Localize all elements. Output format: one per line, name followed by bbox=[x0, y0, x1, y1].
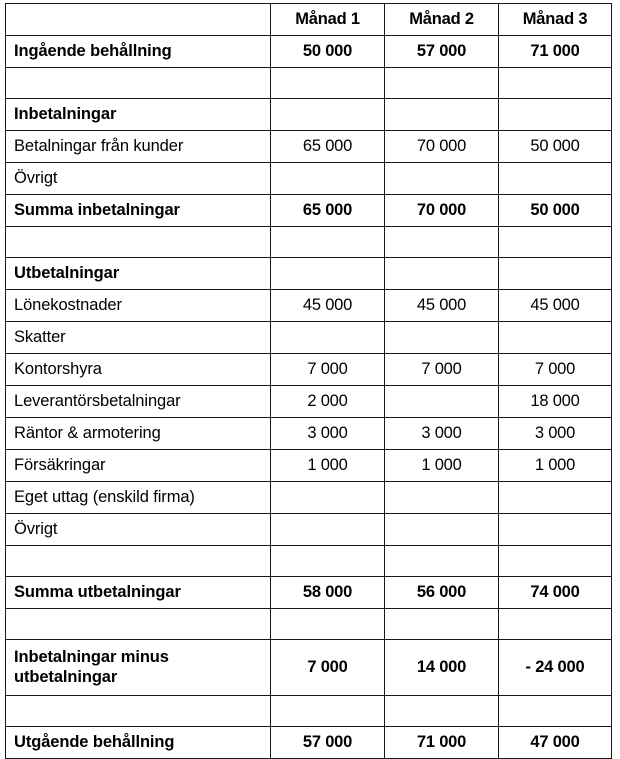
cell-month-3 bbox=[499, 258, 612, 290]
table-row bbox=[6, 577, 612, 609]
cell-month-3 bbox=[499, 163, 612, 195]
cell-month-3: 7 000 bbox=[499, 354, 612, 386]
cell-month-3: 71 000 bbox=[499, 36, 612, 68]
table-row bbox=[6, 514, 612, 546]
cell-month-1 bbox=[271, 258, 385, 290]
cell-month-2: 1 000 bbox=[385, 450, 499, 482]
table-row bbox=[6, 640, 612, 696]
cell-month-1: 3 000 bbox=[271, 418, 385, 450]
table-row bbox=[6, 418, 612, 450]
table-spacer-row bbox=[6, 68, 612, 99]
cell-month-1 bbox=[271, 609, 385, 640]
cell-month-1 bbox=[271, 322, 385, 354]
cell-month-2 bbox=[385, 258, 499, 290]
cell-month-2 bbox=[385, 99, 499, 131]
cell-month-3: 47 000 bbox=[499, 727, 612, 759]
cell-month-1 bbox=[271, 99, 385, 131]
cell-month-1: 7 000 bbox=[271, 354, 385, 386]
cell-month-2: 14 000 bbox=[385, 640, 499, 696]
row-label: Inbetalningar minus utbetalningar bbox=[6, 640, 271, 696]
cell-month-1 bbox=[271, 68, 385, 99]
table-spacer-row bbox=[6, 696, 612, 727]
cell-month-3 bbox=[499, 696, 612, 727]
cell-month-2: 56 000 bbox=[385, 577, 499, 609]
cell-month-1: 65 000 bbox=[271, 195, 385, 227]
cell-month-3 bbox=[499, 482, 612, 514]
table-row bbox=[6, 258, 612, 290]
cell-month-1 bbox=[271, 482, 385, 514]
cell-month-3: 18 000 bbox=[499, 386, 612, 418]
cell-month-1 bbox=[271, 514, 385, 546]
cell-month-2 bbox=[385, 482, 499, 514]
cell-month-1: 65 000 bbox=[271, 131, 385, 163]
cell-month-1 bbox=[271, 546, 385, 577]
cell-month-3 bbox=[499, 99, 612, 131]
cell-month-2 bbox=[385, 68, 499, 99]
table-spacer-row bbox=[6, 546, 612, 577]
table-row bbox=[6, 36, 612, 68]
row-label: Inbetalningar bbox=[6, 99, 271, 131]
table-row bbox=[6, 290, 612, 322]
cash-flow-sheet bbox=[5, 3, 611, 759]
table-row bbox=[6, 354, 612, 386]
cell-month-2 bbox=[385, 514, 499, 546]
row-label bbox=[6, 546, 271, 577]
cell-month-2: 3 000 bbox=[385, 418, 499, 450]
row-label: Räntor & armotering bbox=[6, 418, 271, 450]
cell-month-2 bbox=[385, 696, 499, 727]
row-label: Kontorshyra bbox=[6, 354, 271, 386]
row-label: Summa utbetalningar bbox=[6, 577, 271, 609]
table-header-row bbox=[6, 4, 612, 36]
cell-month-1 bbox=[271, 227, 385, 258]
cell-month-2 bbox=[385, 227, 499, 258]
table-row bbox=[6, 482, 612, 514]
row-label: Betalningar från kunder bbox=[6, 131, 271, 163]
cell-month-1: 1 000 bbox=[271, 450, 385, 482]
cell-month-1: 58 000 bbox=[271, 577, 385, 609]
cell-month-1 bbox=[271, 163, 385, 195]
table-spacer-row bbox=[6, 227, 612, 258]
cell-month-2: 45 000 bbox=[385, 290, 499, 322]
row-label: Övrigt bbox=[6, 514, 271, 546]
column-header-month-1: Månad 1 bbox=[271, 4, 385, 36]
row-label: Övrigt bbox=[6, 163, 271, 195]
cell-month-3: 50 000 bbox=[499, 131, 612, 163]
cell-month-1 bbox=[271, 696, 385, 727]
row-label: Leverantörsbetalningar bbox=[6, 386, 271, 418]
table-row bbox=[6, 195, 612, 227]
cell-month-2: 7 000 bbox=[385, 354, 499, 386]
row-label: Skatter bbox=[6, 322, 271, 354]
cell-month-2 bbox=[385, 163, 499, 195]
cell-month-3 bbox=[499, 514, 612, 546]
row-label: Försäkringar bbox=[6, 450, 271, 482]
cell-month-3: 1 000 bbox=[499, 450, 612, 482]
cell-month-1: 45 000 bbox=[271, 290, 385, 322]
cell-month-1: 2 000 bbox=[271, 386, 385, 418]
cell-month-2: 70 000 bbox=[385, 195, 499, 227]
cell-month-3 bbox=[499, 609, 612, 640]
row-label: Lönekostnader bbox=[6, 290, 271, 322]
cell-month-3 bbox=[499, 68, 612, 99]
row-label bbox=[6, 696, 271, 727]
table-row bbox=[6, 322, 612, 354]
row-label bbox=[6, 68, 271, 99]
column-header-month-3: Månad 3 bbox=[499, 4, 612, 36]
column-header-month-2: Månad 2 bbox=[385, 4, 499, 36]
cell-month-1: 50 000 bbox=[271, 36, 385, 68]
cell-month-3: 74 000 bbox=[499, 577, 612, 609]
table-corner-cell bbox=[6, 4, 271, 36]
row-label: Eget uttag (enskild firma) bbox=[6, 482, 271, 514]
table-row bbox=[6, 163, 612, 195]
cell-month-2: 57 000 bbox=[385, 36, 499, 68]
row-label: Summa inbetalningar bbox=[6, 195, 271, 227]
table-row bbox=[6, 386, 612, 418]
cell-month-2 bbox=[385, 609, 499, 640]
cash-flow-table bbox=[5, 3, 612, 759]
table-spacer-row bbox=[6, 609, 612, 640]
table-row bbox=[6, 450, 612, 482]
cell-month-3 bbox=[499, 322, 612, 354]
table-row bbox=[6, 131, 612, 163]
cell-month-3: - 24 000 bbox=[499, 640, 612, 696]
cell-month-1: 7 000 bbox=[271, 640, 385, 696]
cell-month-3: 50 000 bbox=[499, 195, 612, 227]
cell-month-2: 70 000 bbox=[385, 131, 499, 163]
row-label bbox=[6, 609, 271, 640]
row-label: Utbetalningar bbox=[6, 258, 271, 290]
cell-month-2 bbox=[385, 322, 499, 354]
table-row bbox=[6, 727, 612, 759]
cell-month-2 bbox=[385, 386, 499, 418]
row-label: Utgående behållning bbox=[6, 727, 271, 759]
cell-month-1: 57 000 bbox=[271, 727, 385, 759]
cell-month-2 bbox=[385, 546, 499, 577]
row-label bbox=[6, 227, 271, 258]
cell-month-3 bbox=[499, 227, 612, 258]
table-body bbox=[6, 4, 612, 759]
row-label: Ingående behållning bbox=[6, 36, 271, 68]
cell-month-3 bbox=[499, 546, 612, 577]
table-row bbox=[6, 99, 612, 131]
cell-month-3: 45 000 bbox=[499, 290, 612, 322]
cell-month-3: 3 000 bbox=[499, 418, 612, 450]
cell-month-2: 71 000 bbox=[385, 727, 499, 759]
